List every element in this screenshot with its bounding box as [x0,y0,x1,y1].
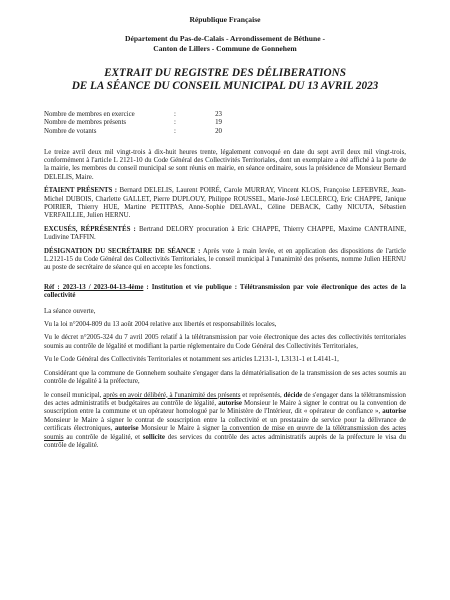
considerant-paragraph: Considérant que la commune de Gonnehem souhaite s'engager dans la dématérialisation de la transmission de ses actes soumis au contrôle de légalité à la préfecture, [44,369,406,386]
members-value: 19 [215,119,222,127]
decision-keyword: sollicite [142,433,165,441]
members-row [44,128,222,137]
decision-text: de s'engager dans la télétransmission des actes administratifs et budgétaires au contrôle de légalité, [44,391,407,407]
department-line-1: Département du Pas-de-Calais - Arrondissement de Béthune - [124,34,326,44]
decision-keyword: décide [283,391,303,399]
members-count-table [44,111,222,137]
decision-convention: la convention de mise en œuvre de la télétransmission des actes soumis [44,425,406,441]
decision-keyword: autorise [218,399,242,407]
reference-label: Réf : 2023-13 / 2023-04-13-4ème [44,283,144,291]
decision-text: Monsieur le Maire à signer [138,425,222,433]
reference-subject: : Institution et vie publique : Télétransmission par voie électronique des actes de la collectivité [44,283,406,300]
department-header [44,34,406,53]
reference-heading [44,284,406,301]
excused-paragraph [44,226,406,243]
members-label: Nombre de membres en exercice [44,110,135,118]
members-row [44,111,222,120]
decision-deliberation: après en avoir délibéré, à l'unanimité des présents [103,391,241,399]
title-line-1: EXTRAIT DU REGISTRE DES DÉLIBERATIONS [104,66,346,79]
title-line-2: DE LA SÉANCE DU CONSEIL MUNICIPAL DU 13 AVRIL 2023 [71,80,379,93]
present-label: ÉTAIENT PRÉSENTS : [44,187,118,195]
decision-text: au contrôle de légalité, et [63,433,143,441]
decision-text: Monsieur le Maire à signer le contrat ou la convention de souscription entre la commune et un opérateur homologué par le Ministère de l'Intérieur, dit « opérateur de confiance », [44,399,406,416]
excused-text: Bertrand DELORY procuration à Eric CHAPPE, Thierry CHAPPE, Maxime CANTRAINE, Ludivine TAFFIN. [44,225,407,242]
vu-loi-paragraph: Vu la loi n°2004-809 du 13 août 2004 relative aux libertés et responsabilités locales, [44,321,277,329]
decision-text: le conseil municipal, [44,391,104,399]
present-paragraph [44,187,406,221]
opening-line: La séance ouverte, [44,307,96,315]
secretary-label: DÉSIGNATION DU SECRÉTAIRE DE SÉANCE : [44,247,201,255]
decision-text: des services du contrôle des actes administratifs auprès de la préfecture le visa du contrôle de légalité. [44,433,406,449]
members-colon: : [174,127,176,135]
decision-keyword: autorise [114,425,139,433]
decision-text: Monsieur le Maire à signer le contrat de souscription entre la collectivité et un prestataire de service pour la délivrance de certificats électroniques, [44,416,406,433]
members-colon: : [174,119,176,127]
decision-keyword: autorise [382,408,406,416]
decision-paragraph [44,392,406,451]
intro-paragraph: Le treize avril deux mil vingt-trois à dix-huit heures trente, légalement convoqué en date du sept avril deux mil vingt-trois, conformément à l'article L 2121-10 du Code Général des Collectivités Territoriales, dont un exemplaire a été affiché à la porte de la mairie, les membres du conseil municipal se sont réunis en mairie, en séance ordinaire, sous la présidence de Monsieur Bernard DELELIS, Maire. [44,148,406,181]
members-label: Nombre de votants [44,127,97,135]
vu-code-paragraph: Vu le Code Général des Collectivités Territoriales et notamment ses articles L2131-1, L3131-1 et L4141-1, [44,356,339,364]
republic-header: République Française [189,15,261,24]
decision-text: et représentés, [240,391,284,399]
present-text: Bernard DELELIS, Laurent POIRÉ, Carole MURRAY, Vincent KLOS, Françoise LEFEBVRE, Jean-Michel DUBOIS, Charlette GALLET, Pierre DUPLOUY, Philippe ROUSSEL, Marie-José LECLERCQ, Eric CHAPPE, Janique POIRIER, Thierry HUE, Martine PETITPAS, Anne-Sophie DELAVAL, Céline DEBACK, Cathy NICUTA, Sébastien VERFAILLIE, Julien HERNU. [44,187,406,220]
members-label: Nombre de membres présents [44,119,127,127]
members-value: 20 [215,127,222,135]
members-value: 23 [215,110,222,118]
vu-decret-paragraph: Vu le décret n°2005-324 du 7 avril 2005 relatif à la télétransmission par voie électronique des actes des collectivités territoriales soumis au contrôle de légalité et modifiant la partie réglementaire du Code Général des Collectivités Territoriales, [44,334,406,350]
excused-label: EXCUSÉS, RÉPRÉSENTÉS : [44,225,136,233]
document-title [44,67,406,94]
members-row [44,119,222,128]
members-colon: : [174,110,176,118]
secretary-paragraph [44,248,406,273]
department-line-2: Canton de Lillers - Commune de Gonnehem [153,44,297,53]
secretary-text: Après vote à main levée, et en application des dispositions de l'article L.2121-15 du Code Général des Collectivités Territoriales, le conseil municipal à l'unanimité des présents, nomme Julien HERNU au poste de secrétaire de séance qui en accepte les fonctions. [44,247,406,272]
